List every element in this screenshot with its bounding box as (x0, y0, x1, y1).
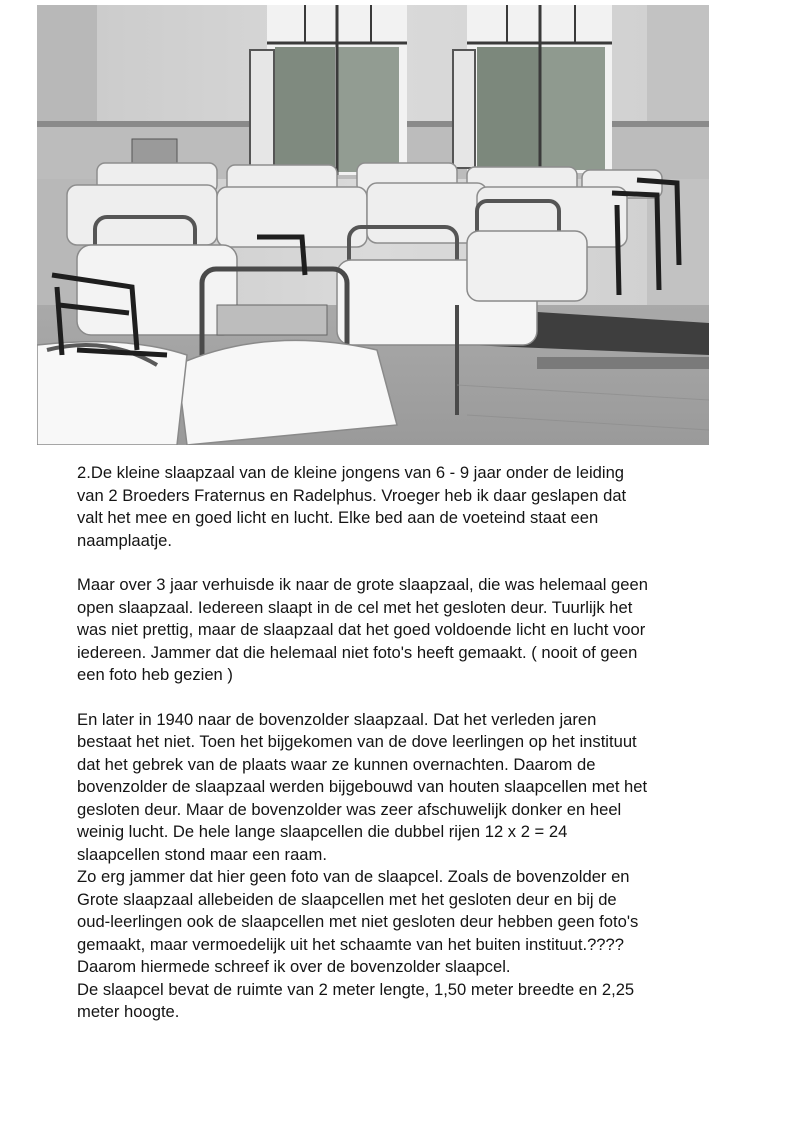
text-line: slaapcellen stond maar een raam. (77, 844, 327, 864)
right-window (453, 5, 612, 173)
text-line: was niet prettig, maar de slaapzaal dat het goed voldoende licht en lucht voor (77, 620, 646, 639)
text-line: Zo erg jammer dat hier geen foto van de slaapcel. Zoals de bovenzolder en (77, 867, 630, 886)
text-line: van 2 Broeders Fraternus en Radelphus. Vroeger heb ik daar geslapen dat (77, 485, 627, 505)
text-line: 2.De kleine slaapzaal van de kleine jongens van 6 - 9 jaar onder de leiding (77, 463, 625, 482)
text-line: bestaat het niet. Toen het bijgekomen van de dove leerlingen op het instituut (77, 732, 637, 751)
dormitory-photo (37, 5, 709, 445)
text-line: dat het gebrek van de plaats waar ze kunnen overnachten. Daarom de (77, 754, 596, 774)
text-line: Maar over 3 jaar verhuisde ik naar de grote slaapzaal, die was helemaal geen (77, 575, 648, 594)
text-line: Daarom hiermede schreef ik over de bovenzolder slaapcel. (77, 957, 511, 976)
text-line: meter hoogte. (77, 1002, 180, 1021)
text-line: iedereen. Jammer dat die helemaal niet foto's heeft gemaakt. ( nooit of geen (77, 642, 638, 662)
text-line: Grote slaapzaal allebeiden de slaapcellen met het gesloten deur en bij de (77, 889, 617, 909)
text-line: naamplaatje. (77, 530, 173, 550)
paragraph-large-dormitory (77, 574, 737, 687)
text-line: bovenzolder de slaapzaal werden bijgebouwd van houten slaapcellen met het (77, 777, 648, 796)
text-line: De slaapcel bevat de ruimte van 2 meter lengte, 1,50 meter breedte en 2,25 (77, 979, 635, 999)
left-window (250, 5, 407, 175)
text-line: gemaakt, maar vermoedelijk uit het schaamte van het buiten instituut.???? (77, 934, 624, 954)
text-line: En later in 1940 naar de bovenzolder slaapzaal. Dat het verleden jaren (77, 709, 597, 729)
text-line: gesloten deur. Maar de bovenzolder was zeer afschuwelijk donker en heel (77, 799, 622, 819)
text-line: open slaapzaal. Iedereen slaapt in de cel met het gesloten deur. Tuurlijk het (77, 597, 633, 617)
text-line: valt het mee en goed licht en lucht. Elke bed aan de voeteind staat een (77, 508, 599, 527)
text-line: een foto heb gezien ) (77, 665, 233, 684)
article-body (77, 462, 737, 1024)
text-line: oud-leerlingen ook de slaapcellen met niet gesloten deur hebben geen foto's (77, 912, 639, 931)
paragraph-small-dormitory (77, 462, 737, 552)
text-line: weinig lucht. De hele lange slaapcellen die dubbel rijen 12 x 2 = 24 (77, 822, 568, 841)
paragraph-attic-dormitory (77, 709, 737, 1024)
